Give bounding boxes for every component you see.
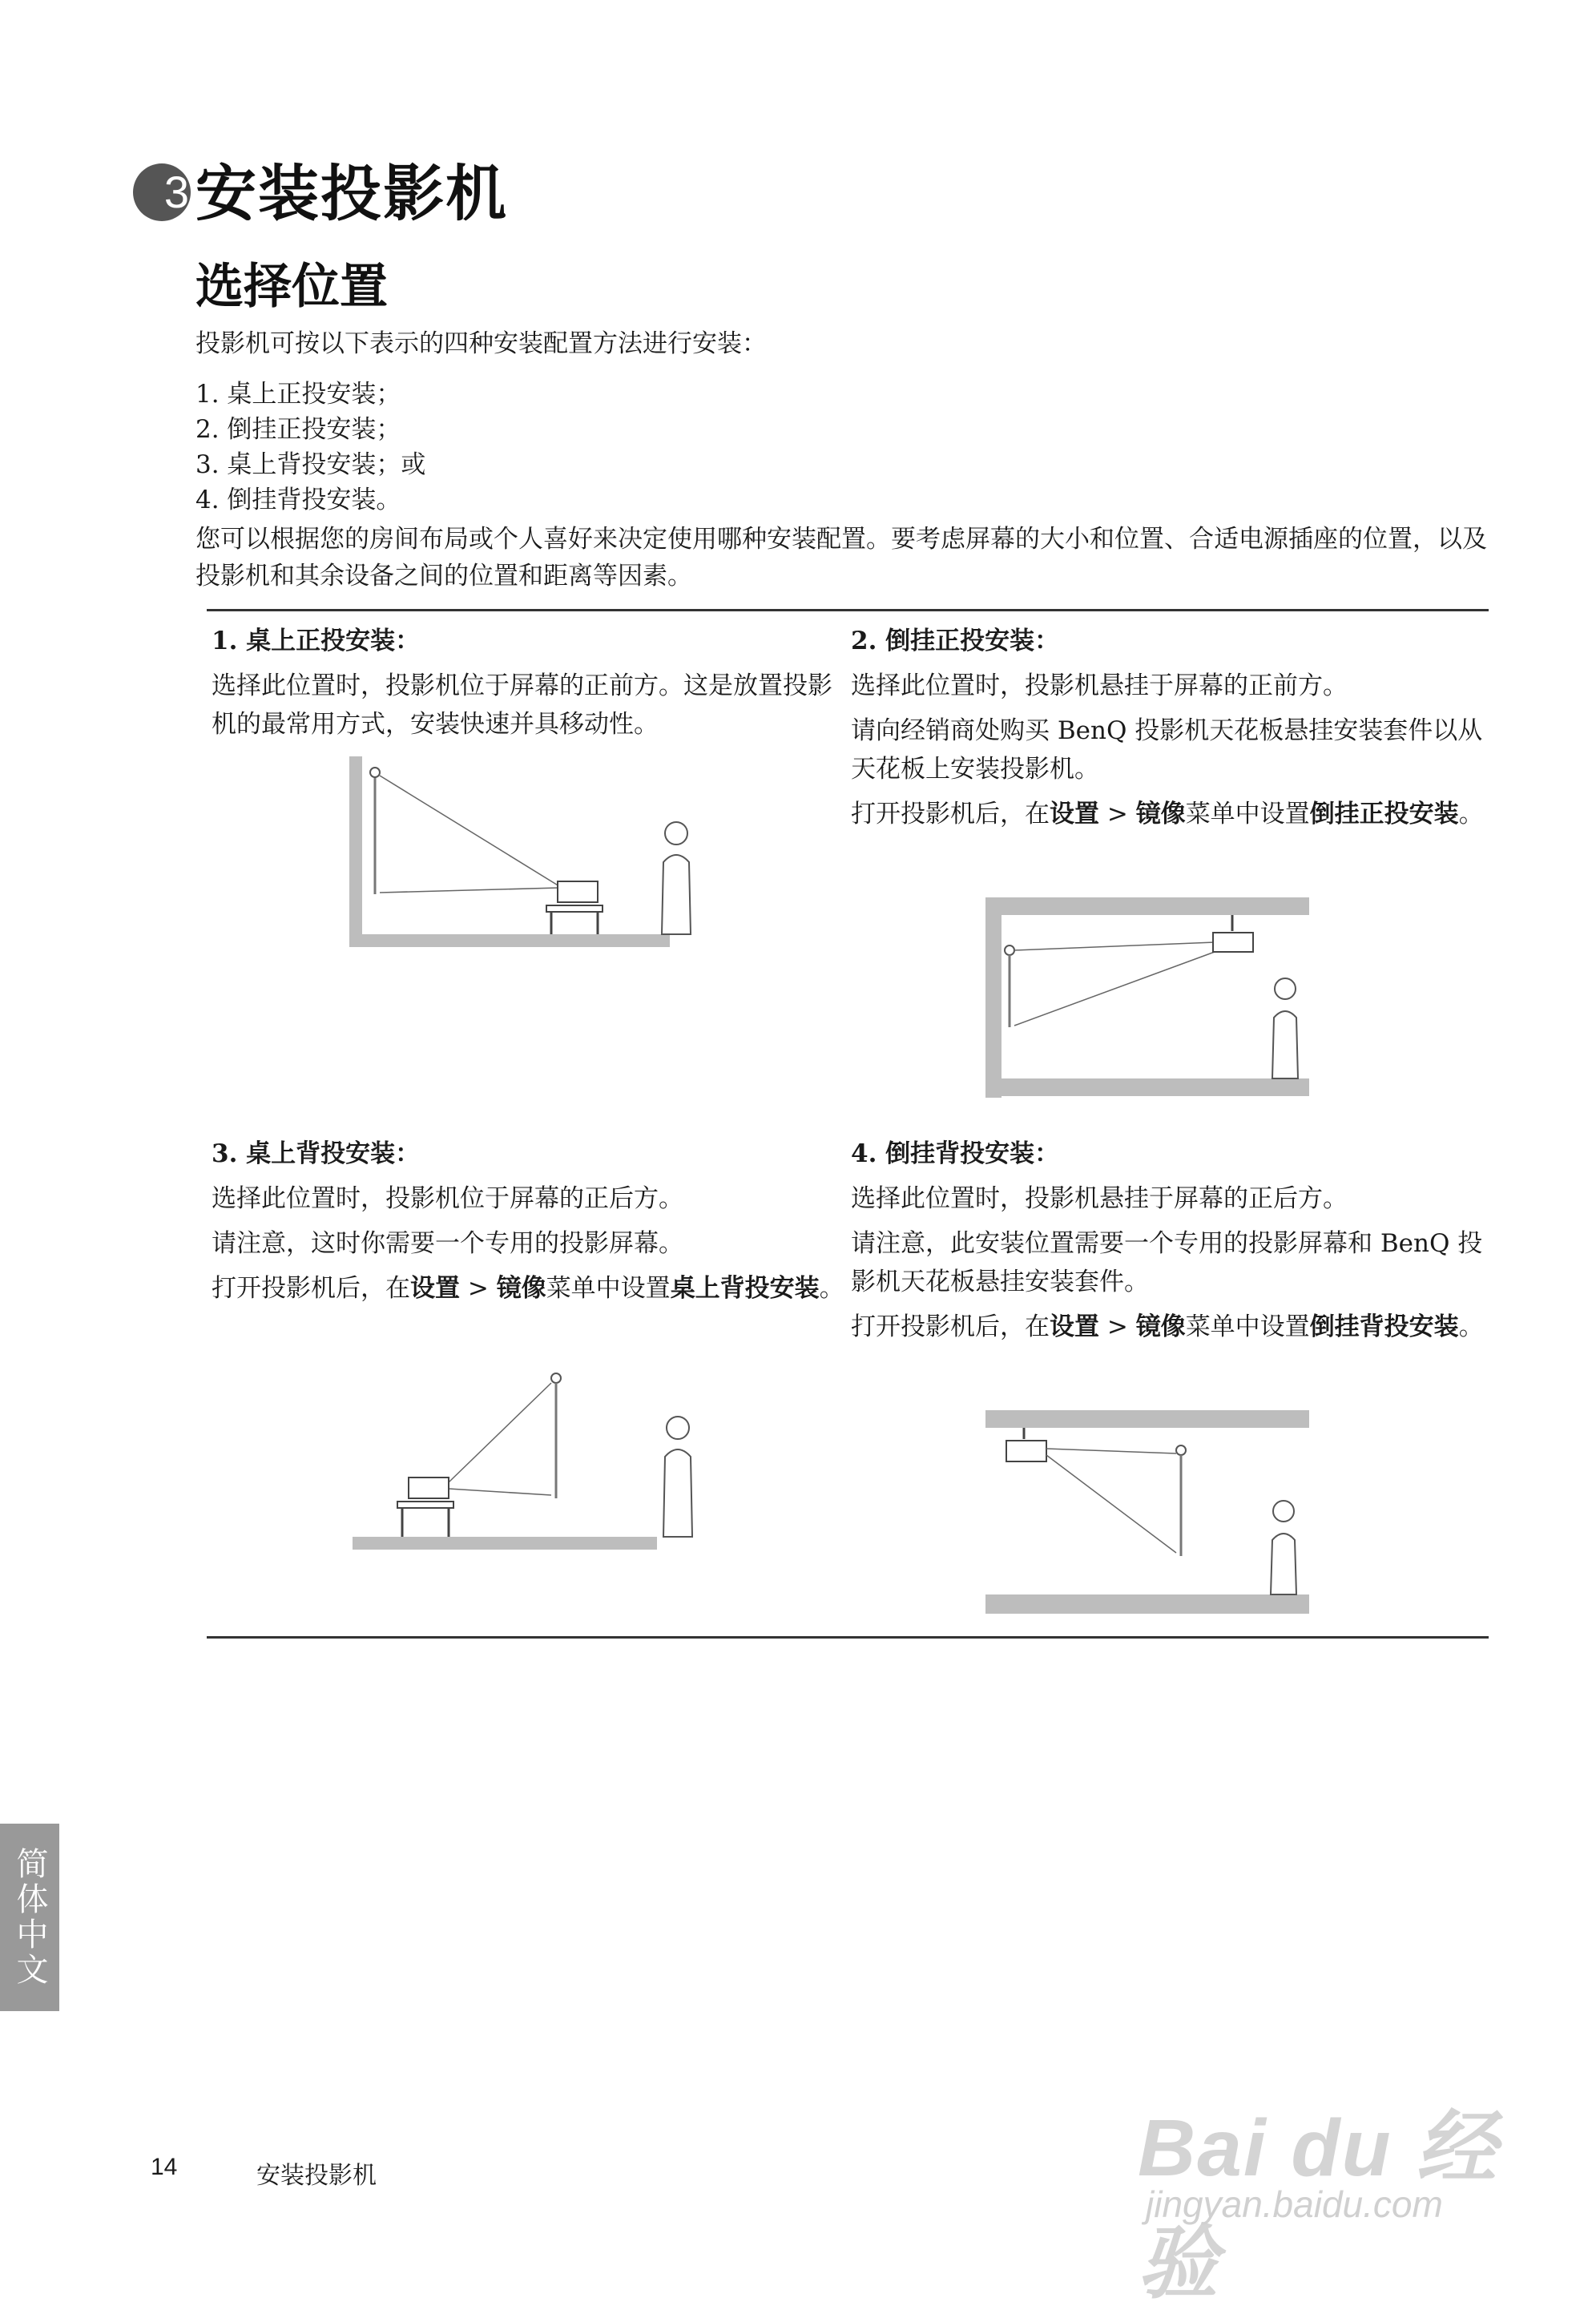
- rear-ceiling-diagram: [982, 1404, 1319, 1628]
- menu-path-mirror: 镜像: [1135, 1312, 1186, 1341]
- menu-value: 倒挂背投安装: [1309, 1312, 1459, 1341]
- list-item: 1. 桌上正投安装；: [195, 380, 401, 409]
- list-item: 2. 倒挂正投安装；: [195, 415, 401, 444]
- instruction-text: 打开投影机后，在: [851, 800, 1050, 828]
- install-methods-list: [195, 377, 997, 518]
- screen-roller: [1005, 945, 1014, 955]
- option-note: 请注意，这时你需要一个专用的投影屏幕。: [212, 1229, 683, 1258]
- option-heading: 2. 倒挂正投安装：: [851, 627, 1060, 655]
- person-icon: [663, 1417, 692, 1537]
- option-heading: 1. 桌上正投安装：: [212, 627, 421, 655]
- projection-beam: [449, 1489, 551, 1495]
- instruction-text: 。: [1458, 800, 1484, 828]
- option-front-table: [212, 622, 852, 750]
- table: [546, 905, 603, 912]
- menu-separator: >: [1099, 800, 1136, 828]
- table: [397, 1502, 453, 1508]
- menu-value: 桌上背投安装: [670, 1274, 820, 1303]
- list-item: 4. 倒挂背投安装。: [195, 486, 401, 514]
- menu-path-mirror: 镜像: [1135, 800, 1186, 828]
- projector-icon: [1213, 933, 1253, 952]
- person-icon: [1271, 1501, 1296, 1594]
- option-rear-ceiling: [851, 1135, 1492, 1353]
- screen-roller: [1176, 1445, 1186, 1455]
- list-item: 3. 桌上背投安装；或: [195, 450, 426, 479]
- front-table-diagram: [345, 753, 705, 953]
- menu-separator: >: [460, 1274, 497, 1303]
- menu-value: 倒挂正投安装: [1309, 800, 1459, 828]
- floor: [349, 934, 670, 947]
- option-note: 请注意，此安装位置需要一个专用的投影屏幕和 BenQ 投影机天花板悬挂安装套件。: [851, 1229, 1483, 1296]
- watermark-url: jingyan.baidu.com: [1146, 2183, 1443, 2225]
- projector-icon: [409, 1477, 449, 1498]
- menu-path-settings: 设置: [1050, 800, 1099, 828]
- instruction-text: 打开投影机后，在: [212, 1274, 410, 1303]
- instruction-text: 菜单中设置: [1185, 800, 1310, 828]
- projection-beam: [380, 776, 559, 886]
- projection-beam: [1014, 952, 1215, 1026]
- projection-beam: [1046, 1455, 1176, 1553]
- chapter-title: 安装投影机: [195, 158, 508, 229]
- option-front-ceiling: [851, 622, 1492, 840]
- menu-path-mirror: 镜像: [496, 1274, 546, 1303]
- instruction-text: 。: [819, 1274, 844, 1303]
- instruction-text: 打开投影机后，在: [851, 1312, 1050, 1341]
- footer-chapter-title: 安装投影机: [256, 2162, 377, 2190]
- projection-beam: [1046, 1449, 1176, 1453]
- wall: [349, 756, 362, 944]
- rear-table-diagram: [345, 1362, 705, 1554]
- option-menu-instruction: [212, 1269, 852, 1308]
- floor: [985, 1078, 1309, 1096]
- language-side-tab: 简体中文: [0, 1824, 59, 2011]
- table-bottom-rule: [207, 1636, 1489, 1639]
- menu-path-settings: 设置: [1050, 1312, 1099, 1341]
- instruction-text: 。: [1458, 1312, 1484, 1341]
- floor: [353, 1537, 657, 1550]
- chapter-number-badge: 3: [133, 163, 191, 221]
- ceiling: [985, 1410, 1309, 1428]
- section-title: 选择位置: [195, 259, 388, 315]
- menu-path-settings: 设置: [410, 1274, 460, 1303]
- option-note: 请向经销商处购买 BenQ 投影机天花板悬挂安装套件以从天花板上安装投影机。: [851, 716, 1483, 784]
- option-menu-instruction: [851, 1308, 1492, 1346]
- option-heading: 4. 倒挂背投安装：: [851, 1139, 1060, 1168]
- considerations-paragraph: 您可以根据您的房间布局或个人喜好来决定使用哪种安装配置。要考虑屏幕的大小和位置、合适电源插座的位置，以及投影机和其余设备之间的位置和距离等因素。: [195, 525, 1487, 591]
- option-description: 选择此位置时，投影机位于屏幕的正后方。: [212, 1184, 683, 1213]
- table-top-rule: [207, 609, 1489, 611]
- person-icon: [1272, 978, 1298, 1078]
- option-menu-instruction: [851, 795, 1492, 833]
- instruction-text: 菜单中设置: [1185, 1312, 1310, 1341]
- projection-beam: [449, 1383, 551, 1482]
- floor: [985, 1594, 1309, 1614]
- watermark-brand: Bai du 经验: [1138, 2103, 1498, 2308]
- projection-beam: [1014, 942, 1215, 950]
- ceiling: [985, 897, 1309, 915]
- projector-icon: [1006, 1441, 1046, 1461]
- option-description: 选择此位置时，投影机悬挂于屏幕的正前方。: [851, 671, 1348, 700]
- intro-paragraph: 投影机可按以下表示的四种安装配置方法进行安装：: [195, 329, 767, 358]
- wall: [985, 897, 1002, 1098]
- baidu-watermark: [1138, 2035, 1522, 2308]
- projection-beam: [380, 888, 559, 893]
- person-icon: [662, 822, 691, 934]
- option-description: 选择此位置时，投影机位于屏幕的正前方。这是放置投影机的最常用方式，安装快速并具移动性。: [212, 671, 832, 739]
- option-description: 选择此位置时，投影机悬挂于屏幕的正后方。: [851, 1184, 1348, 1213]
- front-ceiling-diagram: [982, 891, 1319, 1099]
- screen-roller: [370, 768, 380, 777]
- instruction-text: 菜单中设置: [546, 1274, 671, 1303]
- option-rear-table: [212, 1135, 852, 1314]
- projector-icon: [558, 881, 598, 902]
- page-number: 14: [151, 2154, 178, 2180]
- menu-separator: >: [1099, 1312, 1136, 1341]
- option-heading: 3. 桌上背投安装：: [212, 1139, 421, 1168]
- screen-roller: [551, 1373, 561, 1383]
